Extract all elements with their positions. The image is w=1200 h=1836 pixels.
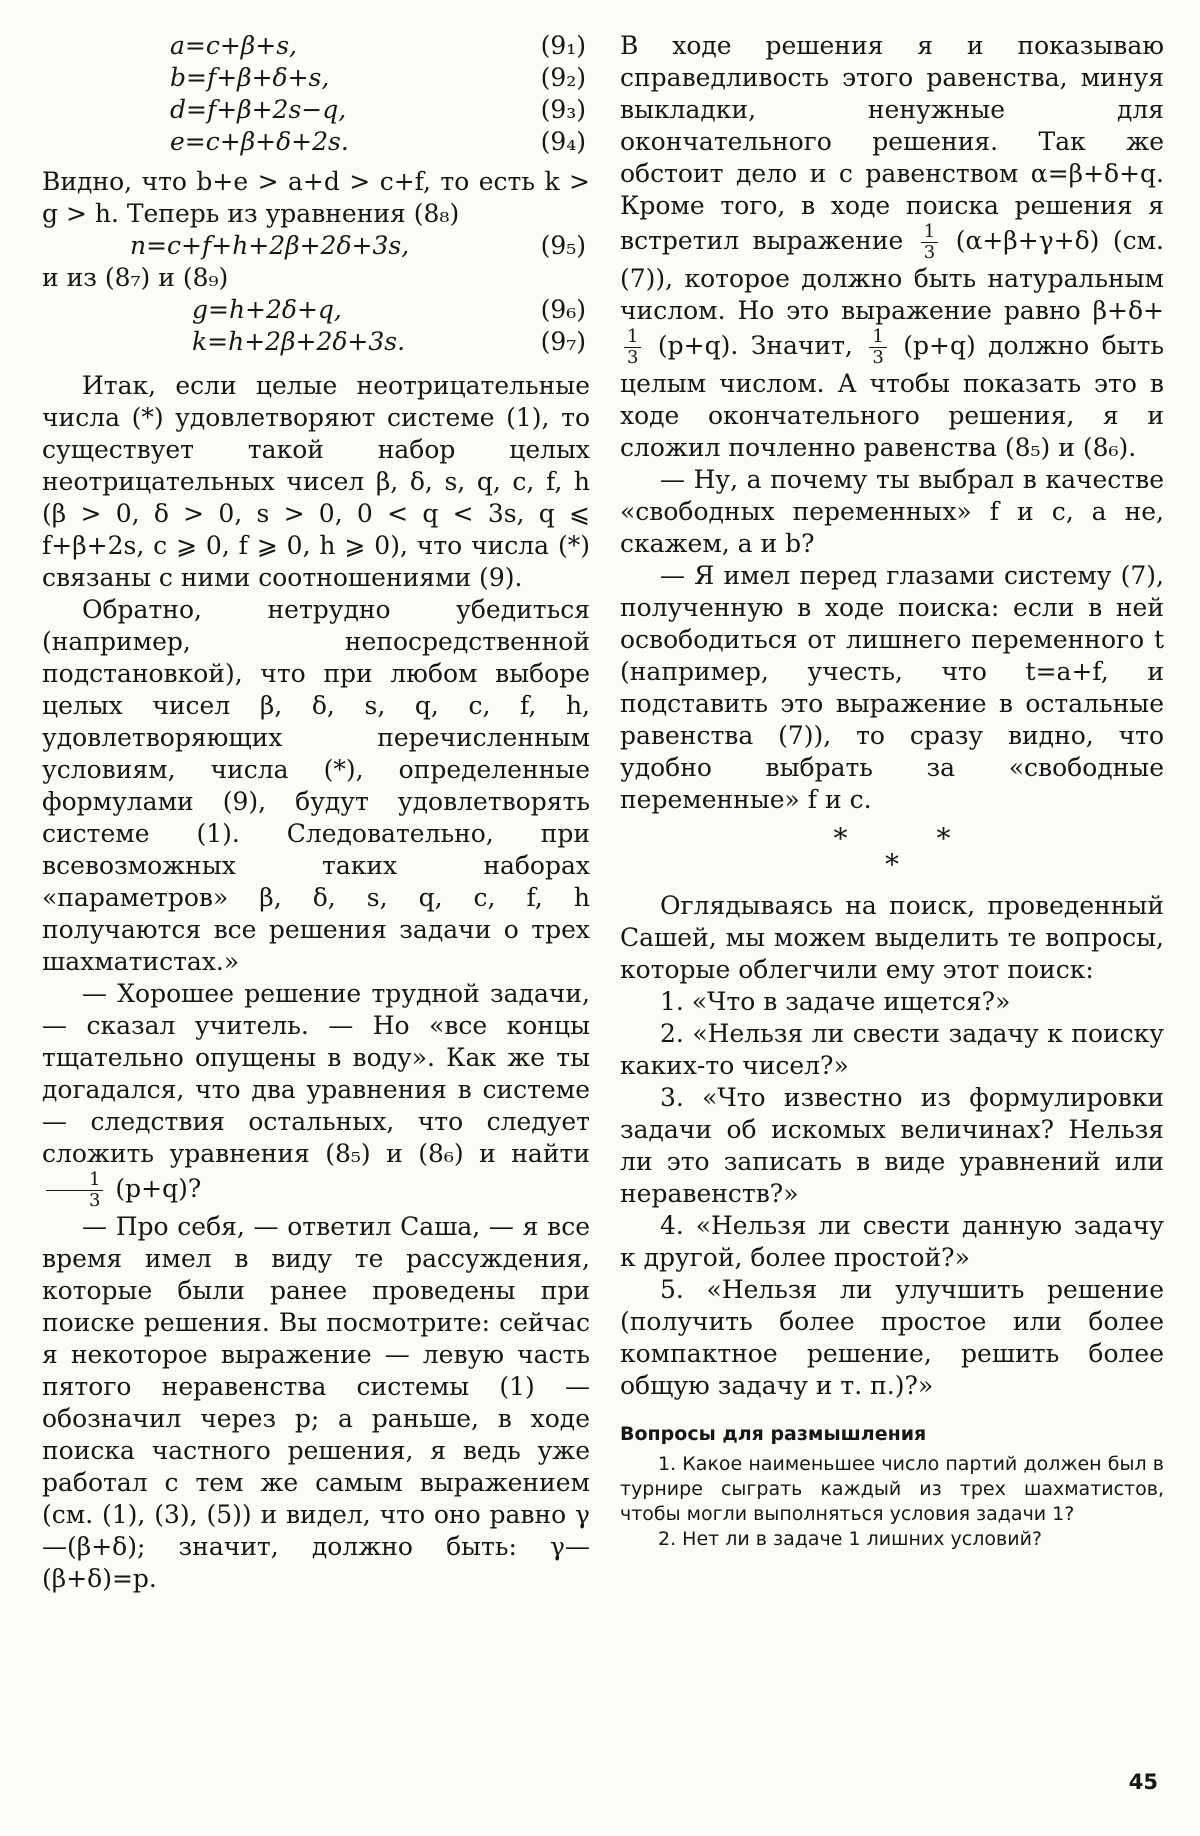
list-item: 1. Какое наименьшее число партий должен был в турнире сыграть каждый из трех шахматистов, чтобы могли выполняться условия задачи 1?: [620, 1453, 1164, 1525]
formula-number: (9₇): [540, 327, 586, 356]
asterisks-bottom: *: [885, 848, 899, 881]
asterisks-top: * *: [833, 822, 991, 855]
formula-number: (9₂): [540, 63, 586, 92]
paragraph-text: (α+β+γ+δ) (см. (7)), которое должно быть натуральным числом. Но это выражение равно β+δ+: [620, 226, 1164, 325]
formula-number: (9₅): [540, 231, 586, 260]
section-heading: Вопросы для размышления: [620, 1423, 927, 1445]
formula-expr: e=c+β+δ+2s.: [170, 127, 349, 156]
paragraph-text: (p+q)?: [115, 1174, 202, 1203]
list-item: 4. «Нельзя ли свести данную задачу к другой, более простой?»: [620, 1211, 1164, 1272]
left-column: [42, 30, 590, 1595]
formula-number: (9₆): [540, 295, 586, 324]
fraction-denominator: 3: [627, 347, 639, 368]
list-item: 5. «Нельзя ли улучшить решение (получить более простое или более компактное решение, решить более общую задачу и т. п.)?»: [620, 1275, 1164, 1400]
formula-row: [42, 62, 590, 94]
formula-row: [42, 126, 590, 158]
formula-number: (9₃): [540, 95, 586, 124]
fraction-denominator: 3: [872, 347, 884, 368]
list-item: 2. Нет ли в задаче 1 лишних условий?: [658, 1528, 1042, 1550]
paragraph-text: — Хорошее решение трудной задачи, — сказал учитель. — Но «все концы тщательно опущены в воду». Как же ты догадался, что два уравнения в системе — следствия остальных, что следует сложить уравнения (8₅) и (8₆) и найти: [42, 979, 590, 1168]
paragraph: [620, 30, 1164, 464]
paragraph: Видно, что b+e > a+d > c+f, то есть k > g > h. Теперь из уравнения (8₈): [42, 167, 590, 228]
formula-expr: n=c+f+h+2β+2δ+3s,: [130, 231, 410, 260]
formula-expr: k=h+2β+2δ+3s.: [192, 327, 406, 356]
fraction-numerator: 1: [869, 327, 886, 348]
guiding-questions-list: [620, 986, 1164, 1402]
fraction-numerator: 1: [921, 222, 938, 243]
fraction: [921, 222, 938, 263]
list-item: 2. «Нельзя ли свести задачу к поиску каких-то чисел?»: [620, 1019, 1164, 1080]
fraction-denominator: 3: [923, 242, 936, 263]
formula-row: [42, 326, 590, 358]
formula-expr: a=c+β+s,: [170, 31, 297, 60]
paragraph: Оглядываясь на поиск, проведенный Сашей, мы можем выделить те вопросы, которые облегчили ему этот поиск:: [620, 891, 1164, 984]
formula-row: [42, 94, 590, 126]
formula-row: [42, 294, 590, 326]
paragraph: — Я имел перед глазами систему (7), полученную в ходе поиска: если в ней освободиться от лишнего переменного t (например, учесть, что t=a+f, и подставить это выражение в остальные равенства (7)), то сразу видно, что удобно выбрать за «свободные переменные» f и c.: [620, 561, 1164, 814]
paragraph-text: (p+q) должно быть целым числом. А чтобы показать это в ходе окончательного решения, я и сложил почленно равенства (8₅) и (8₆).: [620, 331, 1165, 462]
paragraph: и из (8₇) и (8₉): [42, 263, 229, 292]
fraction-numerator: 1: [46, 1170, 103, 1191]
list-item: 1. «Что в задаче ищется?»: [660, 987, 1011, 1016]
paragraph-text: (p+q). Значит,: [657, 331, 853, 360]
right-column: [620, 30, 1164, 1552]
fraction: [869, 327, 886, 368]
list-item: 3. «Что известно из формулировки задачи об искомых величинах? Нельзя ли это записать в виде уравнений или неравенств?»: [620, 1083, 1164, 1208]
paragraph: — Про себя, — ответил Саша, — я все время имел в виду те рассуждения, которые были ранее проведены при поиске решения. Вы посмотрите: сейчас я некоторое выражение — левую часть пятого неравенства системы (1) — обозначил через p; а раньше, в ходе поиска частного решения, я ведь уже работал с тем же самым выражением (см. (1), (3), (5)) и видел, что оно равно γ—(β+δ); значит, должно быть: γ—(β+δ)=p.: [42, 1212, 590, 1593]
formula-row: [42, 30, 590, 62]
fraction-numerator: 1: [624, 327, 641, 348]
formula-expr: g=h+2δ+q,: [192, 295, 342, 324]
fraction: [624, 327, 641, 368]
formula-number: (9₄): [540, 127, 586, 156]
fraction: [46, 1170, 103, 1211]
page-number: 45: [1128, 1770, 1158, 1794]
formula-expr: b=f+β+δ+s,: [170, 63, 330, 92]
paragraph: — Ну, а почему ты выбрал в качестве «свободных переменных» f и c, а не, скажем, a и b?: [620, 465, 1164, 558]
fraction-denominator: 3: [89, 1190, 101, 1211]
formula-number: (9₁): [540, 31, 586, 60]
formula-group-9-1-4: [42, 30, 590, 158]
formula-row: [42, 230, 590, 262]
paragraph: [42, 978, 590, 1211]
paragraph: Обратно, нетрудно убедиться (например, непосредственной подстановкой), что при любом выборе целых чисел β, δ, s, q, c, f, h, удовлетворяющих перечисленным условиям, числа (*), определенные формулами (9), будут удовлетворять системе (1). Следовательно, при всевозможных таких наборах «параметров» β, δ, s, q, c, f, h получаются все решения задачи о трех шахматистах.»: [42, 595, 590, 976]
section-divider-asterisks: [620, 822, 1164, 881]
paragraph-text: В ходе решения я и показываю справедливость этого равенства, минуя выкладки, ненужные для окончательного решения. Так же обстоит дело и с равенством α=β+δ+q. Кроме того, в ходе поиска решения я встретил выражение: [620, 31, 1164, 255]
formula-expr: d=f+β+2s−q,: [170, 95, 347, 124]
paragraph: Итак, если целые неотрицательные числа (*) удовлетворяют системе (1), то существует такой набор целых неотрицательных чисел β, δ, s, q, c, f, h (β > 0, δ > 0, s > 0, 0 < q < 3s, q ⩽ f+β+2s, c ⩾ 0, f ⩾ 0, h ⩾ 0), что числа (*) связаны с ними соотношениями (9).: [42, 371, 590, 592]
